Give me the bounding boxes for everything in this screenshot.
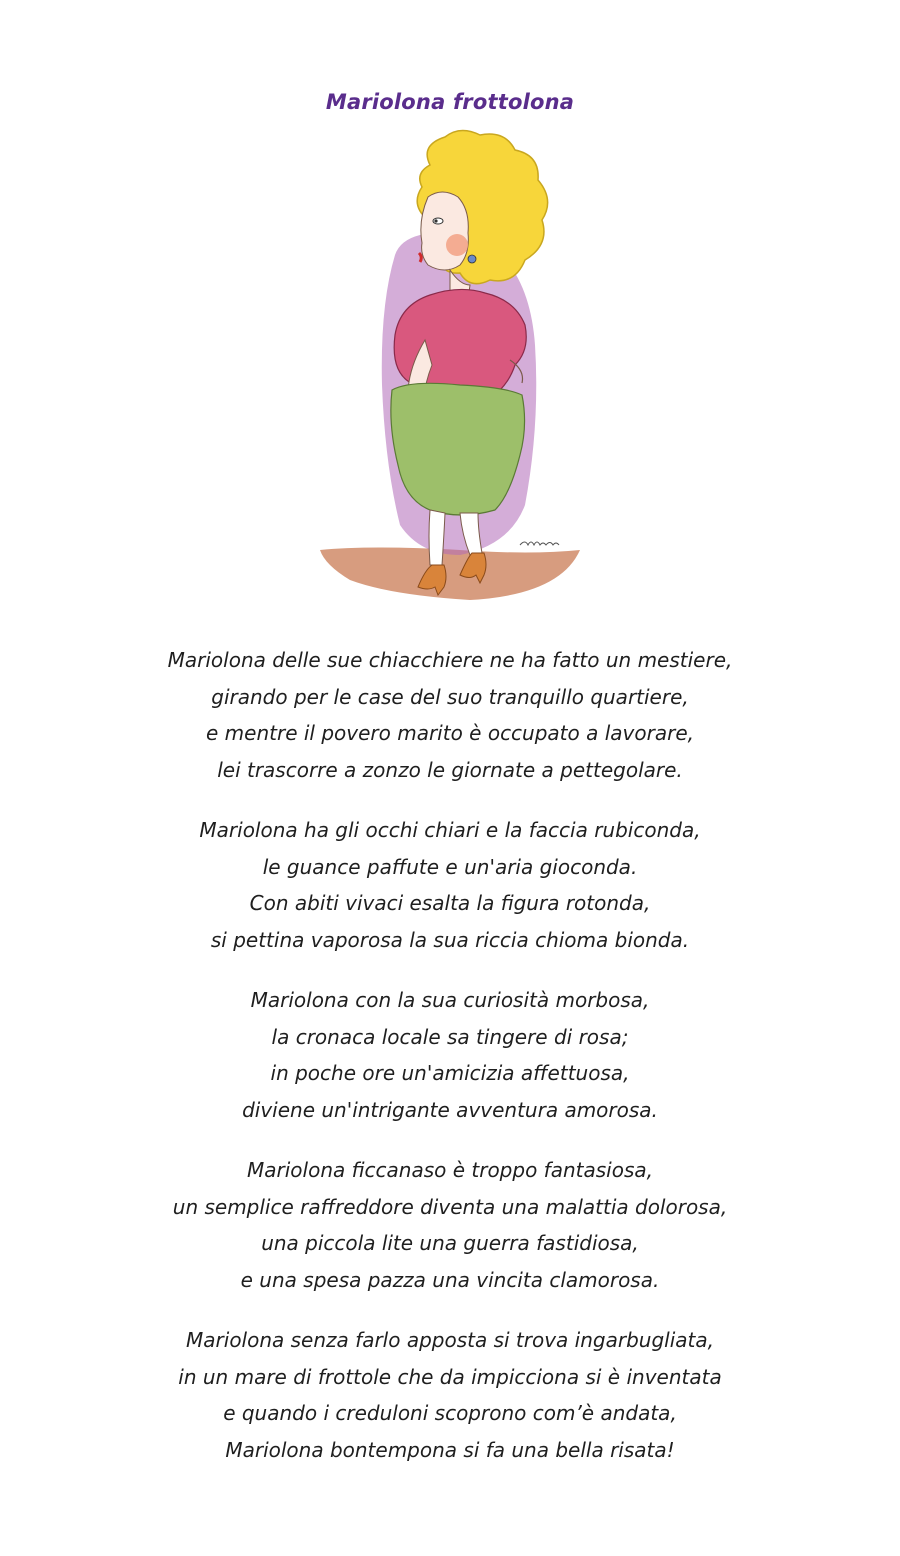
poem-line: girando per le case del suo tranquillo quartiere, — [211, 684, 689, 709]
floor-shadow — [320, 548, 580, 601]
poem-line: Mariolona bontempona si fa una bella risata! — [225, 1437, 675, 1462]
poem-line: la cronaca locale sa tingere di rosa; — [271, 1024, 629, 1049]
poem-line: diviene un'intrigante avventura amorosa. — [242, 1097, 658, 1122]
poem-line: Mariolona senza farlo apposta si trova ingarbugliata, — [186, 1328, 714, 1352]
poem-line: le guance paffute e un'aria gioconda. — [262, 854, 638, 879]
stanza — [0, 982, 900, 1128]
stanza — [0, 1322, 900, 1468]
poem-line: un semplice raffreddore diventa una malattia dolorosa, — [172, 1194, 728, 1219]
poem-line: Mariolona delle sue chiacchiere ne ha fatto un mestiere, — [167, 648, 733, 672]
cheek — [446, 234, 468, 256]
poem-line: e quando i creduloni scoprono com’è andata, — [223, 1401, 677, 1425]
poem-line: si pettina vaporosa la sua riccia chioma bionda. — [210, 927, 690, 952]
poem-line: Mariolona con la sua curiosità morbosa, — [250, 988, 650, 1012]
poem-line: Mariolona ha gli occhi chiari e la faccia rubiconda, — [199, 818, 701, 842]
earring — [468, 255, 476, 263]
poem-line: in un mare di frottole che da impicciona si è inventata — [178, 1364, 722, 1389]
poem-body — [0, 642, 900, 1492]
artist-signature — [520, 542, 559, 545]
stanza — [0, 812, 900, 958]
woman-cartoon-illustration — [310, 125, 600, 615]
poem-line: lei trascorre a zonzo le giornate a pettegolare. — [217, 757, 683, 782]
face — [421, 192, 468, 270]
poem-line: Mariolona ficcanaso è troppo fantasiosa, — [247, 1158, 653, 1182]
poem-line: e una spesa pazza una vincita clamorosa. — [240, 1267, 660, 1292]
stanza — [0, 642, 900, 788]
poem-line: in poche ore un'amicizia affettuosa, — [270, 1061, 630, 1085]
leg-left — [429, 510, 445, 565]
poem-line: Con abiti vivaci esalta la figura rotonda, — [249, 891, 651, 915]
poem-line: e mentre il povero marito è occupato a lavorare, — [206, 721, 694, 745]
poem-line: una piccola lite una guerra fastidiosa, — [261, 1231, 639, 1255]
poem-title: Mariolona frottolona — [325, 90, 575, 114]
skirt — [391, 383, 525, 515]
stanza — [0, 1152, 900, 1298]
